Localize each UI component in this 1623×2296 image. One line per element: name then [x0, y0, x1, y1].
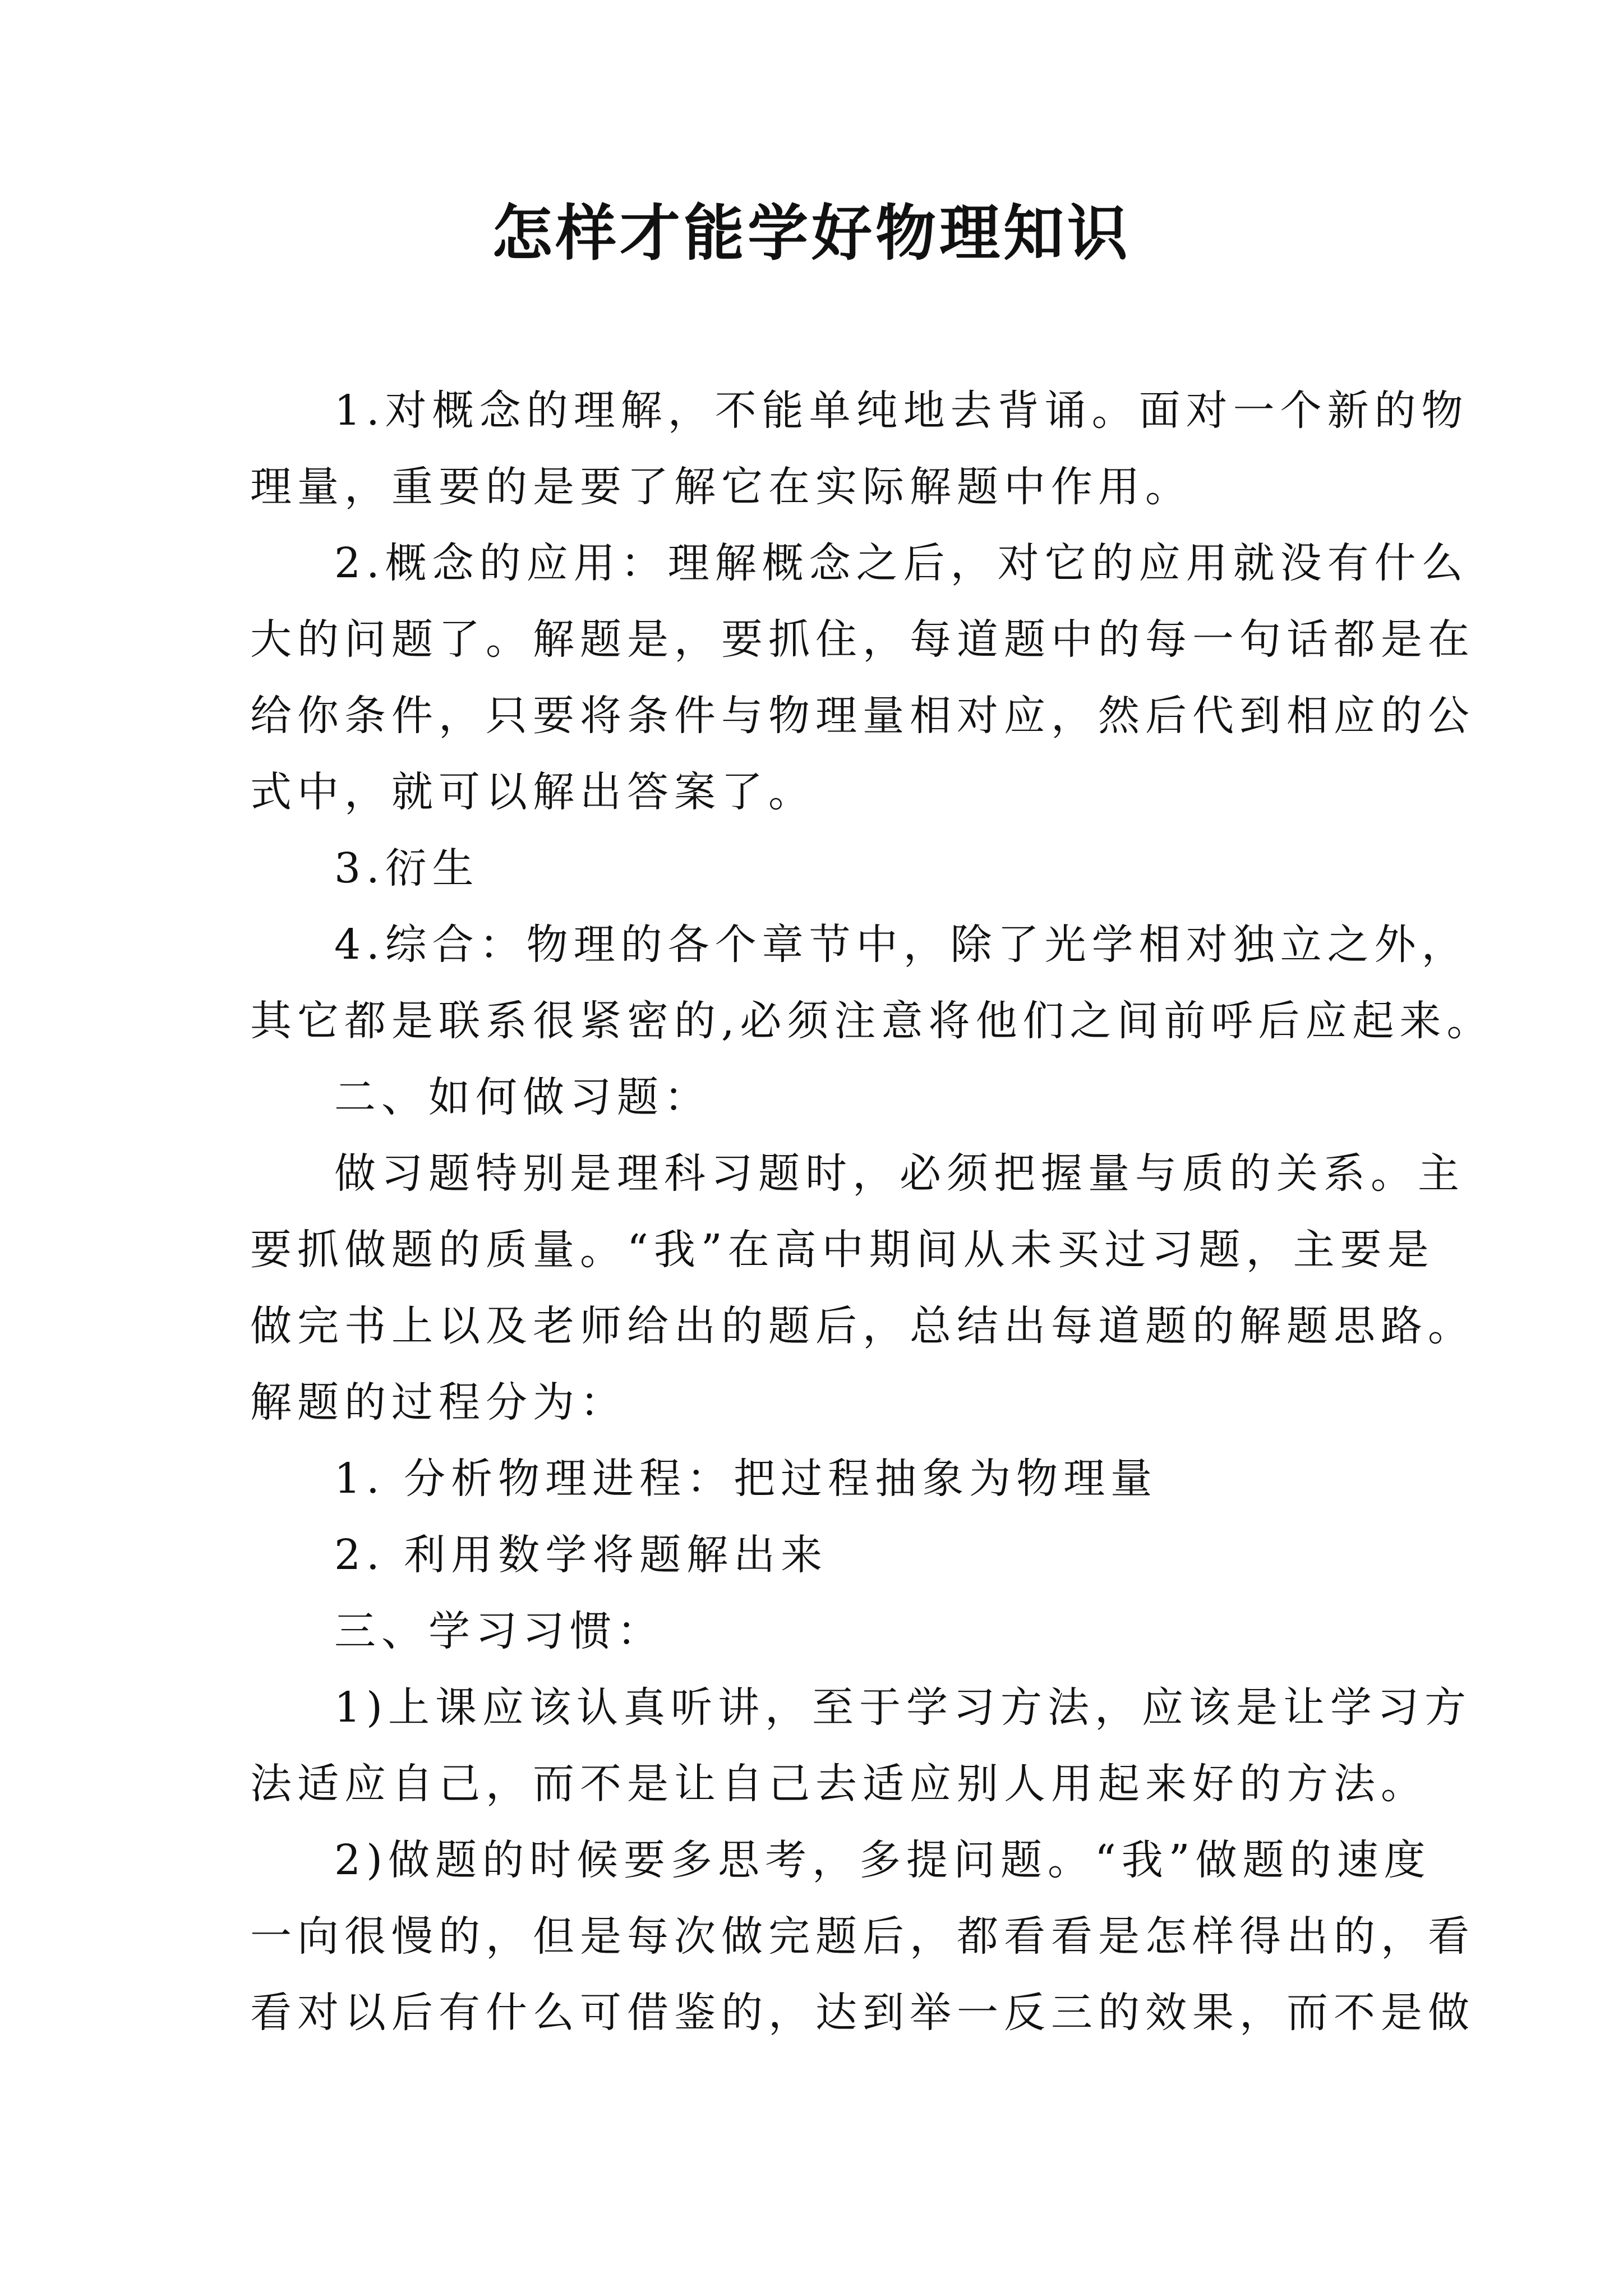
document-body — [250, 372, 1494, 2051]
text-line: 解题的过程分为： — [250, 1378, 627, 1427]
text-line: 给你条件，只要将条件与物理量相对应，然后代到相应的公 — [250, 692, 1475, 740]
text-line: 1)上课应该认真听讲，至于学习方法，应该是让学习方 — [334, 1683, 1472, 1732]
text-line: 看对以后有什么可借鉴的，达到举一反三的效果，而不是做 — [250, 1989, 1475, 2037]
list-item-line: 1. 分析物理进程：把过程抽象为物理量 — [334, 1455, 1158, 1503]
text-line: 大的问题了。解题是，要抓住，每道题中的每一句话都是在 — [250, 615, 1475, 664]
text-line: 做完书上以及老师给出的题后，总结出每道题的解题思路。 — [250, 1302, 1475, 1350]
text-line: 一向很慢的，但是每次做完题后，都看看是怎样得出的，看 — [250, 1912, 1475, 1961]
text-line: 其它都是联系很紧密的,必须注意将他们之间前呼后应起来。 — [250, 997, 1494, 1045]
text-line: 理量，重要的是要了解它在实际解题中作用。 — [250, 463, 1192, 511]
text-line: 2.概念的应用：理解概念之后，对它的应用就没有什么 — [334, 539, 1469, 587]
list-item-line: 2. 利用数学将题解出来 — [334, 1531, 828, 1579]
section-heading-line: 二、如何做习题： — [334, 1073, 711, 1121]
text-line: 法适应自己，而不是让自己去适应别人用起来好的方法。 — [250, 1760, 1428, 1808]
section-heading-line: 三、学习习惯： — [334, 1607, 664, 1655]
text-line: 做习题特别是理科习题时，必须把握量与质的关系。主 — [334, 1149, 1465, 1198]
text-line: 3.衍生 — [334, 844, 479, 892]
text-line: 式中，就可以解出答案了。 — [250, 768, 815, 816]
text-line: 要抓做题的质量。“我”在高中期间从未买过习题，主要是 — [250, 1226, 1435, 1274]
text-line: 4.综合：物理的各个章节中，除了光学相对独立之外， — [334, 921, 1469, 969]
text-line: 1.对概念的理解，不能单纯地去背诵。面对一个新的物 — [334, 386, 1469, 435]
document-title: 怎样才能学好物理知识 — [491, 198, 1131, 269]
text-line: 2)做题的时候要多思考，多提问题。“我”做题的速度 — [334, 1836, 1431, 1884]
